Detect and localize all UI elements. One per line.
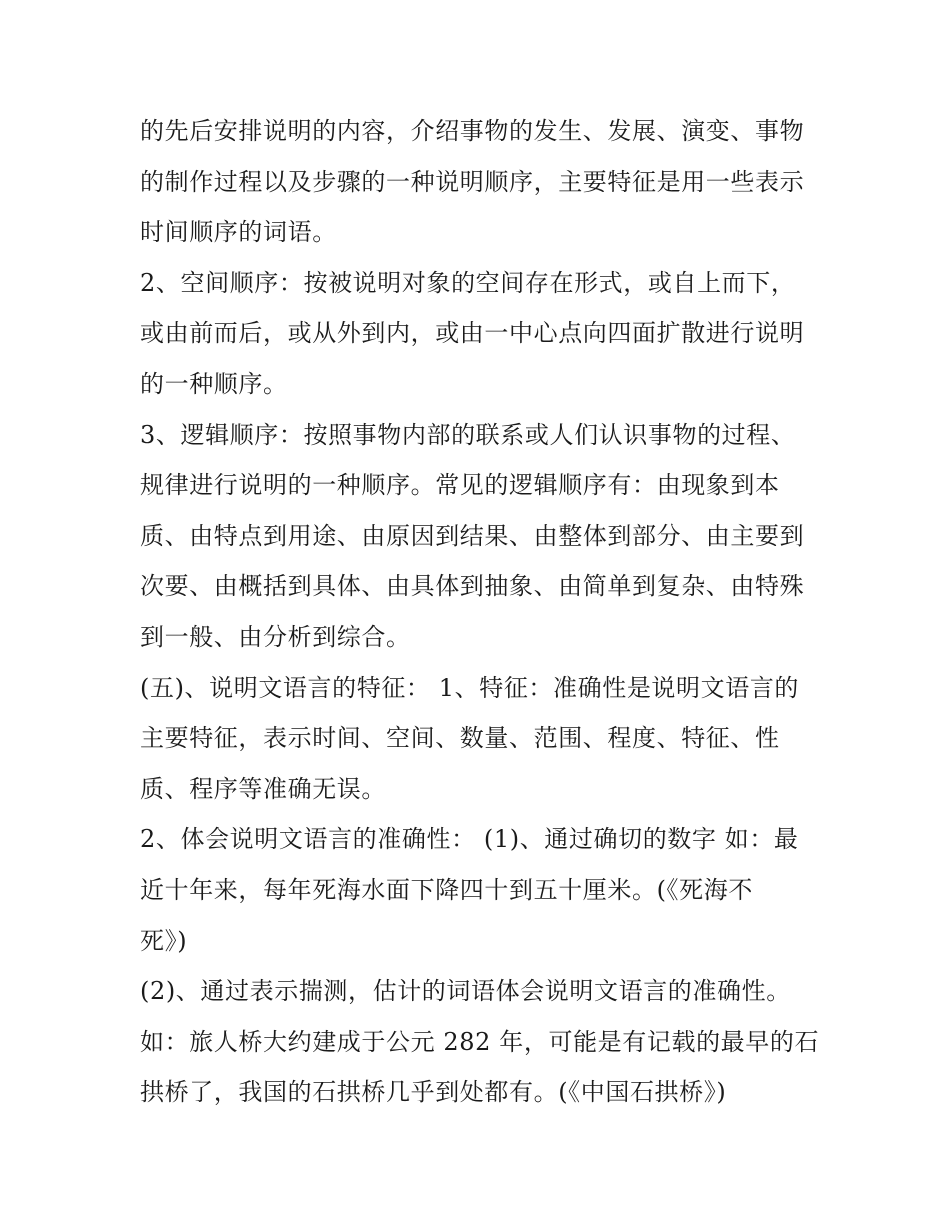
text-line: 或由前而后，或从外到内，或由一中心点向四面扩散进行说明 [140,319,805,348]
text-line: 3、逻辑顺序：按照事物内部的联系或人们认识事物的过程、 [140,420,796,449]
text-line: 的先后安排说明的内容，介绍事物的发生、发展、演变、事物 [140,117,805,145]
text-line: 主要特征，表示时间、空间、数量、范围、程度、特征、性 [140,724,780,753]
text-line: 近十年来，每年死海水面下降四十到五十厘米。(《死海不 [140,875,753,904]
text-line: 规律进行说明的一种顺序。常见的逻辑顺序有：由现象到本 [140,471,780,500]
text-line: (五)、说明文语言的特征： 1、特征：准确性是说明文语言的 [140,673,800,702]
body-text [140,106,830,1118]
text-line: 到一般、由分析到综合。 [140,622,411,651]
text-line: 拱桥了，我国的石拱桥几乎到处都有。(《中国石拱桥》) [140,1078,727,1107]
text-line: 时间顺序的词语。 [140,218,337,247]
text-line: 2、体会说明文语言的准确性： (1)、通过确切的数字 如：最 [140,825,799,854]
text-line: 质、程序等准确无误。 [140,774,386,803]
text-line: 次要、由概括到具体、由具体到抽象、由简单到复杂、由特殊 [140,572,805,601]
text-line: (2)、通过表示揣测，估计的词语体会说明文语言的准确性。 [140,977,791,1006]
text-line: 的一种顺序。 [140,369,288,398]
text-line: 质、由特点到用途、由原因到结果、由整体到部分、由主要到 [140,521,805,550]
text-line: 死》) [140,926,188,955]
text-line: 的制作过程以及步骤的一种说明顺序，主要特征是用一些表示 [140,167,805,196]
text-line: 如：旅人桥大约建成于公元 282 年，可能是有记载的最早的石 [140,1027,820,1056]
text-line: 2、空间顺序：按被说明对象的空间存在形式，或自上而下， [140,268,796,297]
